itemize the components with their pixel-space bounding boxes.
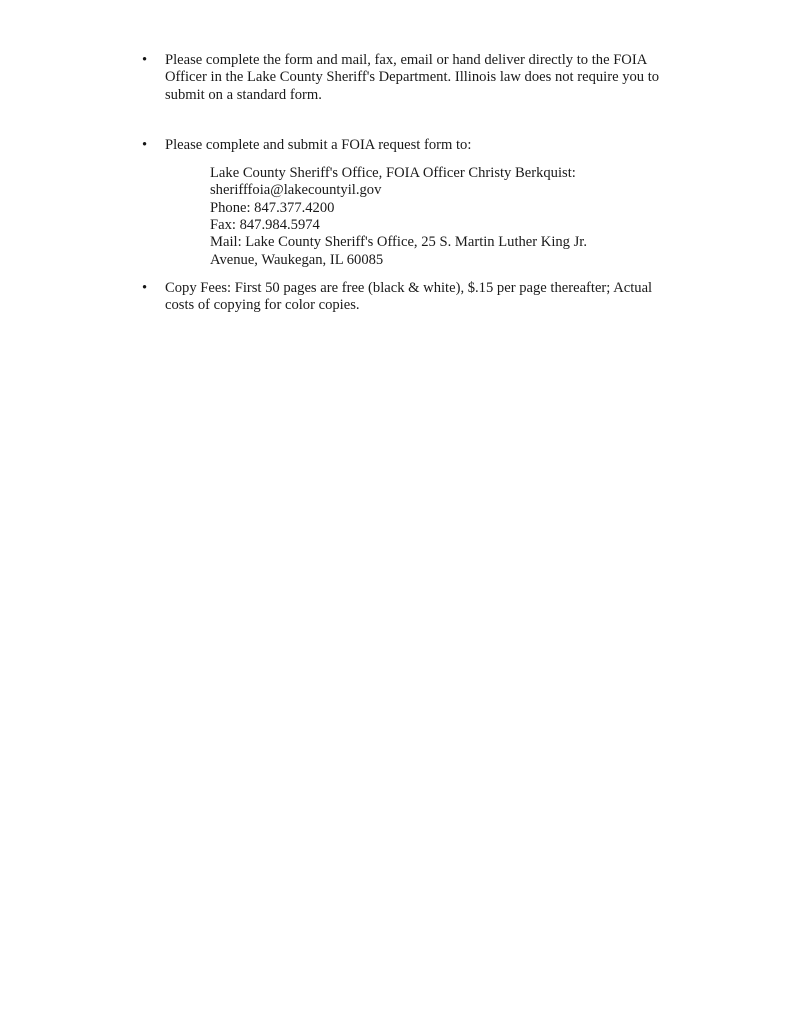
list-item-text: Please complete and submit a FOIA request form to:	[165, 136, 472, 153]
spacer	[142, 154, 682, 165]
list-item-mail-fax-email-instruction	[142, 52, 682, 104]
spacer	[142, 104, 682, 137]
document-body	[142, 52, 682, 315]
contact-phone: Phone: 847.377.4200	[210, 199, 335, 216]
bullet-icon: •	[142, 52, 148, 68]
contact-email[interactable]: sherifffoia@lakecountyil.gov	[210, 182, 382, 199]
list-item-submit-request-form	[142, 137, 682, 154]
spacer	[142, 269, 682, 280]
list-item-text: Please complete the form and mail, fax, email or hand deliver directly to the FOIA Officer in the Lake County Sheriff's Department. Illinois law does not require you to submit on a standard form.	[165, 52, 660, 103]
bullet-icon: •	[142, 136, 148, 153]
list-item-text: Copy Fees: First 50 pages are free (black & white), $.15 per page thereafter; Actual costs of copying for color copies.	[165, 279, 653, 314]
bullet-icon: •	[142, 279, 148, 296]
foia-contact-block	[210, 165, 682, 269]
contact-mailing-address: Mail: Lake County Sheriff's Office, 25 S. Martin Luther King Jr. Avenue, Waukegan, IL 60085	[210, 234, 588, 268]
contact-office-line: Lake County Sheriff's Office, FOIA Officer Christy Berkquist:	[210, 165, 576, 182]
list-item-copy-fees	[142, 280, 682, 315]
instructions-list	[142, 52, 682, 315]
contact-fax: Fax: 847.984.5974	[210, 217, 320, 234]
